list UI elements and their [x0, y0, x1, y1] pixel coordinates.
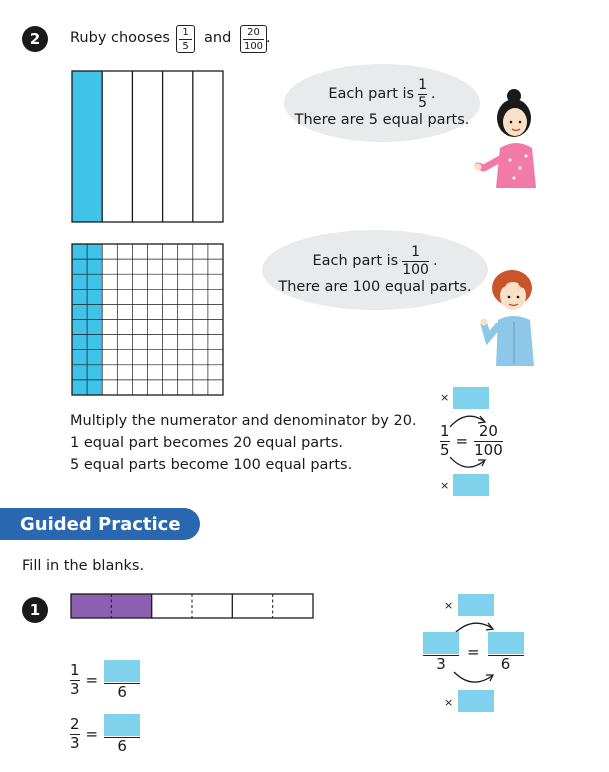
bubble-text: Each part is [328, 86, 415, 102]
fraction-one-third: $\frac{1}{3}$ [70, 661, 80, 698]
numerator-answer-box-left[interactable] [423, 632, 459, 654]
bubble-text: There are 5 equal parts. [294, 112, 470, 129]
times-sign-top: × [444, 599, 454, 612]
fraction-one-hundredth: $\frac{1}{100}$ [402, 243, 429, 278]
denominator: 5 [182, 40, 189, 52]
speech-bubble-fifths: Each part is $\frac{1}{5}$ . There are 5 equal parts. [284, 64, 480, 142]
boy-illustration [476, 268, 542, 368]
practice-equation-2: $\frac{2}{3}$ = 6 [70, 714, 140, 755]
explanation-line-2: 1 equal part becomes 20 equal parts. [70, 435, 343, 451]
fraction-left: $\frac{1}{5}$ [440, 422, 450, 459]
fraction-one-fifth: $\frac{1}{5}$ [418, 76, 428, 111]
numerator-answer-box[interactable] [104, 714, 140, 736]
times-sign-bottom: × [444, 696, 454, 709]
girl-illustration [474, 88, 544, 190]
fraction-thirds: 3 [423, 632, 459, 673]
answer-fraction: 6 [104, 714, 140, 755]
fifths-model [71, 70, 225, 224]
multiplier-answer-box-bottom[interactable] [458, 690, 494, 712]
fraction-right: $\frac{20}{100}$ [474, 422, 503, 459]
equivalent-fraction-equation: $\frac{1}{5}$ = $\frac{20}{100}$ [440, 422, 503, 459]
fraction-card-one-fifth [176, 25, 195, 53]
fraction-two-thirds: $\frac{2}{3}$ [70, 715, 80, 752]
numerator-answer-box-right[interactable] [488, 632, 524, 654]
practice-equivalent-equation: 3 = 6 [423, 632, 524, 673]
bubble-text: There are 100 equal parts. [278, 279, 472, 296]
instruction-text: Fill in the blanks. [22, 558, 145, 574]
numerator: 20 [247, 26, 260, 38]
and-text: and [204, 30, 232, 46]
numerator-answer-box[interactable] [104, 660, 140, 682]
practice-question-number-badge: 1 [22, 597, 48, 623]
thirds-bar-model [70, 593, 315, 620]
numerator: 1 [182, 26, 189, 38]
fraction-card-twenty-hundredths [240, 25, 267, 53]
denominator: 100 [243, 40, 264, 52]
times-sign-bottom: × [440, 479, 450, 492]
speech-bubble-hundredths: Each part is $\frac{1}{100}$ . There are 100 equal parts. [262, 230, 488, 310]
practice-equation-1: $\frac{1}{3}$ = 6 [70, 660, 140, 701]
bubble-text: Each part is [312, 253, 399, 269]
question-text: Ruby chooses [70, 30, 170, 46]
question-number-badge: 2 [22, 26, 48, 52]
guided-practice-heading: Guided Practice [0, 508, 200, 540]
explanation-line-3: 5 equal parts become 100 equal parts. [70, 457, 353, 473]
period: . [266, 30, 271, 46]
shaded-fifth [72, 71, 102, 222]
times-sign-top: × [440, 391, 450, 404]
hundredths-grid-model [71, 243, 225, 397]
explanation-line-1: Multiply the numerator and denominator by 20. [70, 413, 417, 429]
fraction-sixths: 6 [488, 632, 524, 673]
answer-fraction: 6 [104, 660, 140, 701]
